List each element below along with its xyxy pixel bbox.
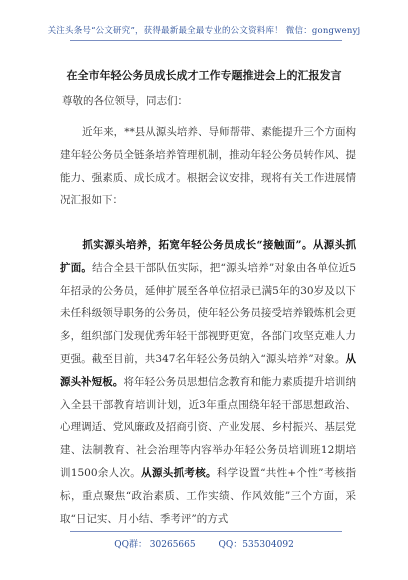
- paragraph-body-2: 将年轻公务员思想信念教育和能力素质提升培训纳入全县干部教育培训计划，近3年重点围绕年轻干部思想政治、心理调适、党风廉政及招商引资、产业发展、乡村振兴、基层党建、法制教育、社会治理等内容举办年轻公务员培训班12期培训1500余人次。: [60, 375, 357, 479]
- page-footer: [0, 537, 408, 550]
- footer-qq: QQ：535304092: [218, 540, 294, 550]
- paragraph-intro: [60, 121, 356, 212]
- page-header-banner: 关注头条号“公文研究”，获得最新最全最专业的公文资料库！ 微信：gongwenyj: [47, 26, 361, 36]
- footer-qq-group: QQ群： 30265665: [114, 540, 196, 550]
- section-heading-source-training: 抓实源头培养，拓宽年轻公务员成长“接触面”。从源头抓扩面。: [60, 239, 356, 274]
- paragraph-intro-text: 近年来，**县从源头培养、导师帮带、素能提升三个方面构建年轻公务员全链条培养管理机制，推动年轻公务员转作风、提能力、强素质、成长成才。根据会议安排，现将有关工作进展情况汇报如下：: [60, 126, 356, 207]
- document-title: 在全市年轻公务员成长成才工作专题推进会上的汇报发言: [66, 69, 342, 82]
- paragraph-body-1: 结合全县干部队伍实际，把“源头培养”对象由各单位近5年招录的公务员，延伸扩展至各单位招录已满5年的30岁及以下未任科级领导职务的公务员，使年轻公务员接受培养锻炼机会更多，组织部门发现优秀年轻干部视野更宽，各部门攻坚克难人力更强。截至目前，共347名年轻公务员纳入“源头培养”对象。: [60, 261, 357, 365]
- footer-divider: [70, 531, 342, 532]
- header-divider: [70, 40, 342, 41]
- subheading-assessment: 从源头抓考核。: [141, 466, 217, 479]
- paragraph-source-training: [60, 234, 356, 530]
- subheading-fill-gaps: 从源头补短板。: [60, 352, 356, 388]
- paragraph-body-3: 科学设置“共性+个性”考核指标，重点聚焦“政治素质、工作实绩、作风效能”三个方面，采取“日记实、月小结、季考评”的方式: [60, 466, 356, 525]
- salutation: 尊敬的各位领导，同志们：: [62, 95, 188, 107]
